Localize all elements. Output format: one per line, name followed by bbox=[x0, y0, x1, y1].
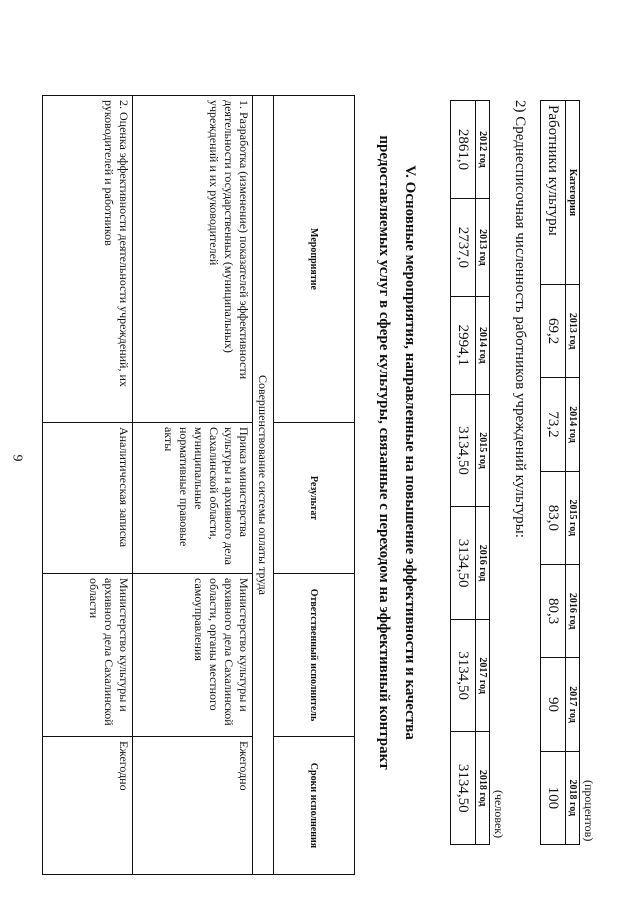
table1-header-cell: 2014 год bbox=[566, 378, 580, 471]
table3-deadline-cell: Ежегодно bbox=[133, 737, 253, 875]
table-row bbox=[133, 96, 253, 875]
table2-header-cell: 2017 год bbox=[476, 619, 490, 732]
table-staff-count bbox=[450, 100, 490, 845]
table3-deadline-cell: Ежегодно bbox=[43, 737, 133, 875]
table2-cell: 3134,50 bbox=[451, 619, 476, 732]
table1-unit: (процентов) bbox=[582, 780, 596, 842]
table-row bbox=[541, 101, 566, 845]
table1-cell: 90 bbox=[541, 658, 566, 751]
table3-activity-cell: 1. Разработка (изменение) показателей эффективности деятельности государственных (муниципальных) учреждений и их руководителей bbox=[133, 96, 253, 423]
table3-header-cell: Сроки исполнения bbox=[274, 737, 355, 875]
table3-header-cell: Результат bbox=[274, 423, 355, 574]
table2-cell: 3134,50 bbox=[451, 394, 476, 507]
table1-header-cell: Категория bbox=[566, 101, 580, 285]
table3-result-cell: Аналитическая записка bbox=[43, 423, 133, 574]
table2-header-row bbox=[476, 101, 490, 845]
table1-cell: Работники культуры bbox=[541, 101, 566, 285]
table3-section-title: Совершенствование системы оплаты труда bbox=[253, 96, 274, 875]
table1-cell: 83,0 bbox=[541, 471, 566, 564]
table1-cell: 80,3 bbox=[541, 564, 566, 657]
table3-header-row bbox=[274, 96, 355, 875]
table1-header-cell: 2017 год bbox=[566, 658, 580, 751]
table3-executor-cell: Министерство культуры и архивного дела Сахалинской области, органы местного самоуправления bbox=[133, 574, 253, 737]
table2-header-cell: 2018 год bbox=[476, 732, 490, 845]
table-row bbox=[451, 101, 476, 845]
table1-cell: 73,2 bbox=[541, 378, 566, 471]
table-category-percent bbox=[540, 100, 580, 845]
table2-header-cell: 2013 год bbox=[476, 198, 490, 296]
table3-header-cell: Мероприятие bbox=[274, 96, 355, 423]
table-row bbox=[43, 96, 133, 875]
table3-executor-cell: Министерство культуры и архивного дела Сахалинской области bbox=[43, 574, 133, 737]
table2-cell: 3134,50 bbox=[451, 507, 476, 620]
table1-header-cell: 2013 год bbox=[566, 285, 580, 378]
section-heading-line-2: предоставляемых услуг в сфере культуры, связанные с переходом на эффективный контракт bbox=[376, 135, 392, 770]
table1-cell: 69,2 bbox=[541, 285, 566, 378]
table2-unit: (человек) bbox=[492, 790, 506, 839]
table3-section-row bbox=[253, 96, 274, 875]
table2-cell: 3134,50 bbox=[451, 732, 476, 845]
table1-header-cell: 2015 год bbox=[566, 471, 580, 564]
table3-result-cell: Приказ министерства культуры и архивного дела Сахалинской области, муниципальные нормативные правовые акты bbox=[133, 423, 253, 574]
table2-caption: 2) Среднесписочная численность работников учреждений культуры: bbox=[512, 100, 528, 538]
table3-activity-cell: 2. Оценка эффективности деятельности учреждений, их руководителей и работников bbox=[43, 96, 133, 423]
table-measures bbox=[42, 95, 355, 875]
table1-header-cell: 2018 год bbox=[566, 751, 580, 844]
table2-cell: 2994,1 bbox=[451, 296, 476, 394]
table1-header-cell: 2016 год bbox=[566, 564, 580, 657]
table3-header-cell: Ответственный исполнитель bbox=[274, 574, 355, 737]
table2-header-cell: 2014 год bbox=[476, 296, 490, 394]
table2-header-cell: 2012 год bbox=[476, 101, 490, 199]
table2-header-cell: 2015 год bbox=[476, 394, 490, 507]
page-number: 9 bbox=[9, 454, 25, 462]
section-heading-line-1: V. Основные мероприятия, направленные на повышение эффективности и качества bbox=[402, 165, 418, 740]
table2-cell: 2861,0 bbox=[451, 101, 476, 199]
table1-cell: 100 bbox=[541, 751, 566, 844]
table2-header-cell: 2016 год bbox=[476, 507, 490, 620]
table1-header-row bbox=[566, 101, 580, 845]
table2-cell: 2737,0 bbox=[451, 198, 476, 296]
